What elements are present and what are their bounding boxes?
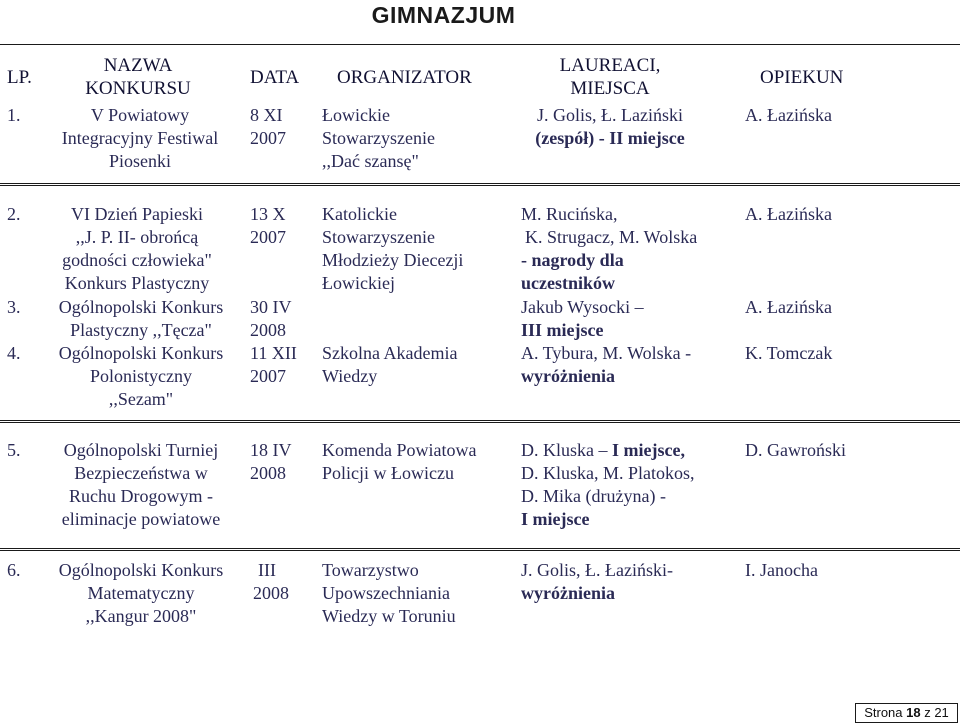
- row-nazwa: Ogólnopolski Konkurs Matematyczny ,,Kangur 2008": [58, 560, 224, 626]
- row-laureaci: M. Rucińska, K. Strugacz, M. Wolska - nagrody dla uczestników: [521, 204, 698, 293]
- row-opiekun: A. Łazińska: [745, 105, 832, 125]
- row-data: 8 XI 2007: [250, 105, 286, 148]
- table-top-rule: [0, 44, 960, 45]
- row-laureaci: A. Tybura, M. Wolska - wyróżnienia: [521, 343, 692, 386]
- row-data: 18 IV 2008: [250, 440, 292, 483]
- row-opiekun: K. Tomczak: [745, 343, 833, 363]
- row-nazwa: V Powiatowy Integracyjny Festiwal Piosenki: [61, 105, 219, 171]
- row-separator: [0, 548, 960, 551]
- row-laureaci: Jakub Wysocki – III miejsce: [521, 297, 644, 340]
- row-nazwa: Ogólnopolski Konkurs Plastyczny ,,Tęcza": [58, 297, 224, 340]
- row-organizator: Szkolna Akademia Wiedzy: [322, 343, 458, 386]
- row-lp: 1.: [7, 105, 21, 125]
- row-lp: 4.: [7, 343, 21, 363]
- row-laureaci: D. Kluska – I miejsce, D. Kluska, M. Platokos, D. Mika (drużyna) - I miejsce: [521, 440, 695, 529]
- row-data: 11 XII 2007: [250, 343, 297, 386]
- header-lp: LP.: [7, 67, 32, 88]
- header-nazwa: NAZWA KONKURSU: [85, 55, 191, 99]
- page-number-footer: Strona 18 z 21: [855, 703, 958, 723]
- row-lp: 5.: [7, 440, 21, 460]
- row-organizator: Komenda Powiatowa Policji w Łowiczu: [322, 440, 477, 483]
- header-organizator: ORGANIZATOR: [337, 67, 472, 88]
- row-nazwa: Ogólnopolski Turniej Bezpieczeństwa w Ruchu Drogowym - eliminacje powiatowe: [61, 440, 221, 529]
- row-organizator: Katolickie Stowarzyszenie Młodzieży Diecezji Łowickiej: [322, 204, 464, 293]
- header-opiekun: OPIEKUN: [760, 67, 844, 88]
- row-organizator: Łowickie Stowarzyszenie ,,Dać szansę": [322, 105, 435, 171]
- header-laureaci: LAUREACI, MIEJSCA: [559, 55, 661, 99]
- row-lp: 6.: [7, 560, 21, 580]
- row-separator: [0, 183, 960, 186]
- row-nazwa: Ogólnopolski Konkurs Polonistyczny ,,Sezam": [58, 343, 224, 409]
- row-lp: 2.: [7, 204, 21, 224]
- row-separator: [0, 420, 960, 423]
- row-nazwa: VI Dzień Papieski ,,J. P. II- obrońcą godności człowieka" Konkurs Plastyczny: [62, 204, 212, 293]
- row-opiekun: A. Łazińska: [745, 297, 832, 317]
- row-laureaci: J. Golis, Ł. Łaziński- wyróżnienia: [521, 560, 673, 603]
- row-opiekun: A. Łazińska: [745, 204, 832, 224]
- header-data: DATA: [250, 67, 300, 88]
- row-data: 30 IV 2008: [250, 297, 292, 340]
- row-laureaci: J. Golis, Ł. Laziński (zespół) - II miejsce: [535, 105, 685, 148]
- row-organizator: Towarzystwo Upowszechniania Wiedzy w Toruniu: [322, 560, 456, 626]
- row-opiekun: D. Gawroński: [745, 440, 846, 460]
- row-data: III 2008: [253, 560, 289, 603]
- row-lp: 3.: [7, 297, 21, 317]
- page-title: GIMNAZJUM: [371, 2, 516, 28]
- row-data: 13 X 2007: [250, 204, 286, 247]
- row-opiekun: I. Janocha: [745, 560, 818, 580]
